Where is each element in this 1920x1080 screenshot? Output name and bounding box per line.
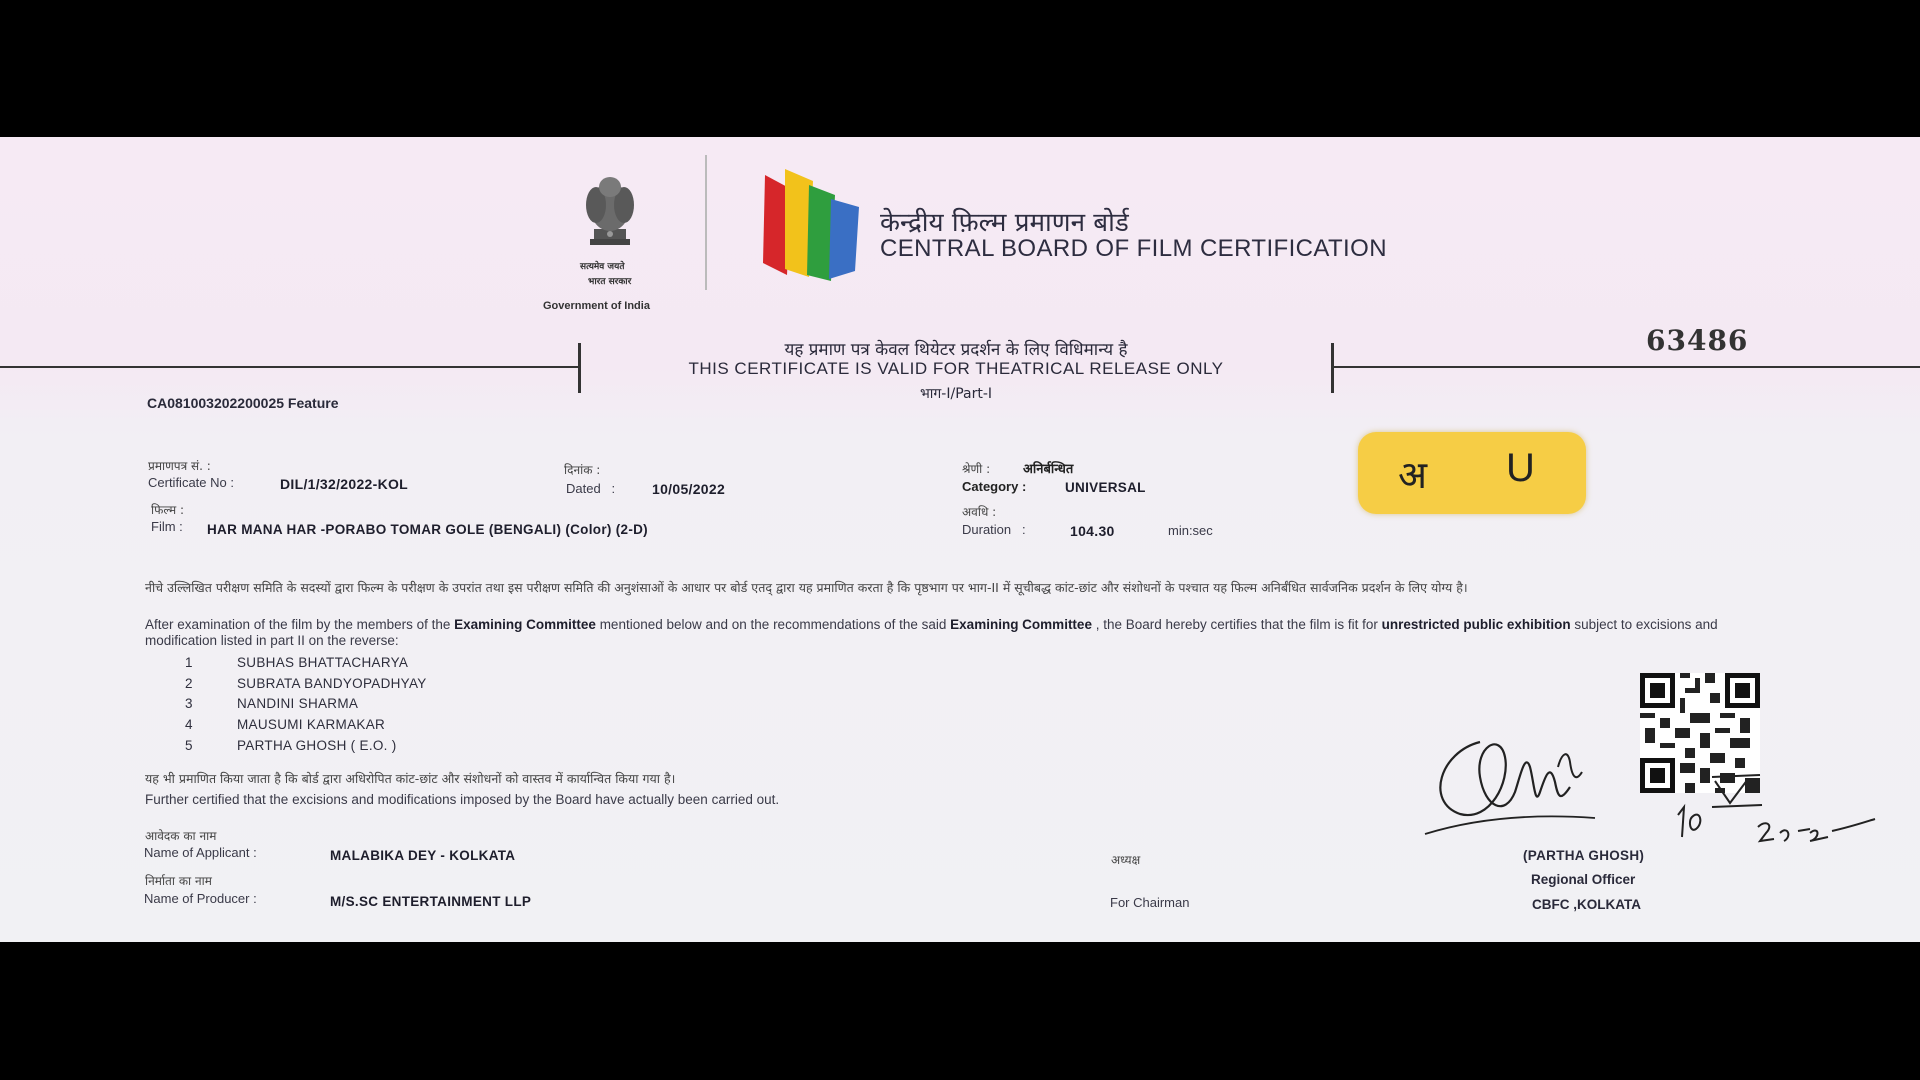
certification-text-english: After examination of the film by the members of the Examining Committee mentioned below and on the recommendations of the said Examining Committee , the Board hereby certifies that the film is fit for unrestricted public exhibition subject to excisions and modification listed in part II on the reverse: <box>145 617 1718 648</box>
applicant-hindi: आवेदक का नाम <box>145 829 217 843</box>
ashoka-emblem-icon <box>560 167 660 262</box>
film-value: HAR MANA HAR -PORABO TOMAR GOLE (BENGALI) (Color) (2-D) <box>207 522 648 537</box>
producer-hindi: निर्माता का नाम <box>145 874 212 888</box>
category-hindi: श्रेणी : <box>962 462 991 476</box>
cert-no-label: Certificate No : <box>148 475 234 490</box>
chairman-english: For Chairman <box>1110 895 1190 910</box>
cert-no-hindi: प्रमाणपत्र सं. : <box>148 459 211 473</box>
header-divider <box>705 155 707 290</box>
certificate-document <box>0 137 1920 942</box>
signatory-name: (PARTHA GHOSH) <box>1523 848 1645 863</box>
certification-text-hindi: नीचे उल्लिखित परीक्षण समिति के सदस्यों द्वारा फिल्म के परीक्षण के उपरांत तथा इस परीक्षण समिति की अनुशंसाओं के आधार पर बोर्ड एतद् द्वारा यह प्रमाणित करता है कि पृष्ठभाग पर भाग-II में सूचीबद्ध कांट-छांट और संशोधनों के पश्चात यह फिल्म अनिर्बंधित सार्वजनिक प्रदर्शन के लिए योग्य है। <box>145 580 1468 595</box>
producer-label: Name of Producer : <box>144 891 257 906</box>
board-name-english: CENTRAL BOARD OF FILM CERTIFICATION <box>880 235 1387 262</box>
further-hindi: यह भी प्रमाणित किया जाता है कि बोर्ड द्वारा अधिरोपित कांट-छांट और संशोधनों को वास्तव में कार्यान्वित किया गया है। <box>145 771 676 786</box>
date-hindi: दिनांक : <box>564 463 601 477</box>
list-item: 2 SUBRATA BANDYOPADHYAY <box>185 676 427 691</box>
further-english: Further certified that the excisions and modifications imposed by the Board have actually been carried out. <box>145 792 780 807</box>
duration-unit: min:sec <box>1168 523 1213 538</box>
category-value: UNIVERSAL <box>1065 480 1146 495</box>
serial-number: 63486 <box>1646 324 1749 357</box>
list-item: 4 MAUSUMI KARMAKAR <box>185 717 386 732</box>
rating-hindi: अ <box>1398 453 1428 497</box>
list-item: 3 NANDINI SHARMA <box>185 696 359 711</box>
emblem-govt-english: Government of India <box>543 300 650 312</box>
board-name-hindi: केन्द्रीय फ़िल्म प्रमाणन बोर्ड <box>880 208 1129 238</box>
film-hindi: फिल्म : <box>151 503 185 517</box>
producer-value: M/S.SC ENTERTAINMENT LLP <box>330 894 532 909</box>
cbfc-logo-icon <box>755 165 865 283</box>
banner-rule-left <box>0 366 580 368</box>
category-label: Category : <box>962 479 1027 494</box>
emblem-motto: सत्यमेव जयते <box>580 262 625 272</box>
handwritten-date <box>1670 767 1880 857</box>
banner-hindi: यह प्रमाण पत्र केवल थियेटर प्रदर्शन के लिए विधिमान्य है <box>784 340 1128 360</box>
banner-english: THIS CERTIFICATE IS VALID FOR THEATRICAL RELEASE ONLY <box>688 359 1224 378</box>
emblem-govt-hindi: भारत सरकार <box>588 277 632 287</box>
signatory-office: CBFC ,KOLKATA <box>1532 897 1641 912</box>
duration-hindi: अवधि : <box>962 505 997 519</box>
banner-rule-right <box>1332 366 1920 368</box>
chairman-hindi: अध्यक्ष <box>1111 853 1141 867</box>
date-label: Dated : <box>566 481 616 496</box>
duration-value: 104.30 <box>1070 523 1115 539</box>
applicant-label: Name of Applicant : <box>144 845 257 860</box>
list-item: 1 SUBHAS BHATTACHARYA <box>185 655 409 670</box>
banner-part: भाग-I/Part-I <box>919 386 993 402</box>
rating-english: U <box>1506 446 1535 490</box>
duration-label: Duration : <box>962 522 1026 537</box>
date-value: 10/05/2022 <box>652 481 726 497</box>
reference-number: CA081003202200025 Feature <box>147 395 339 411</box>
film-label: Film : <box>151 519 183 534</box>
category-hindi-value: अनिर्बन्धित <box>1023 462 1074 477</box>
cert-no-value: DIL/1/32/2022-KOL <box>280 476 409 492</box>
signatory-title: Regional Officer <box>1531 872 1636 887</box>
list-item: 5 PARTHA GHOSH ( E.O. ) <box>185 738 397 753</box>
applicant-value: MALABIKA DEY - KOLKATA <box>330 848 516 863</box>
signature <box>1420 722 1680 842</box>
rating-badge <box>1358 432 1586 514</box>
national-emblem <box>543 167 660 312</box>
